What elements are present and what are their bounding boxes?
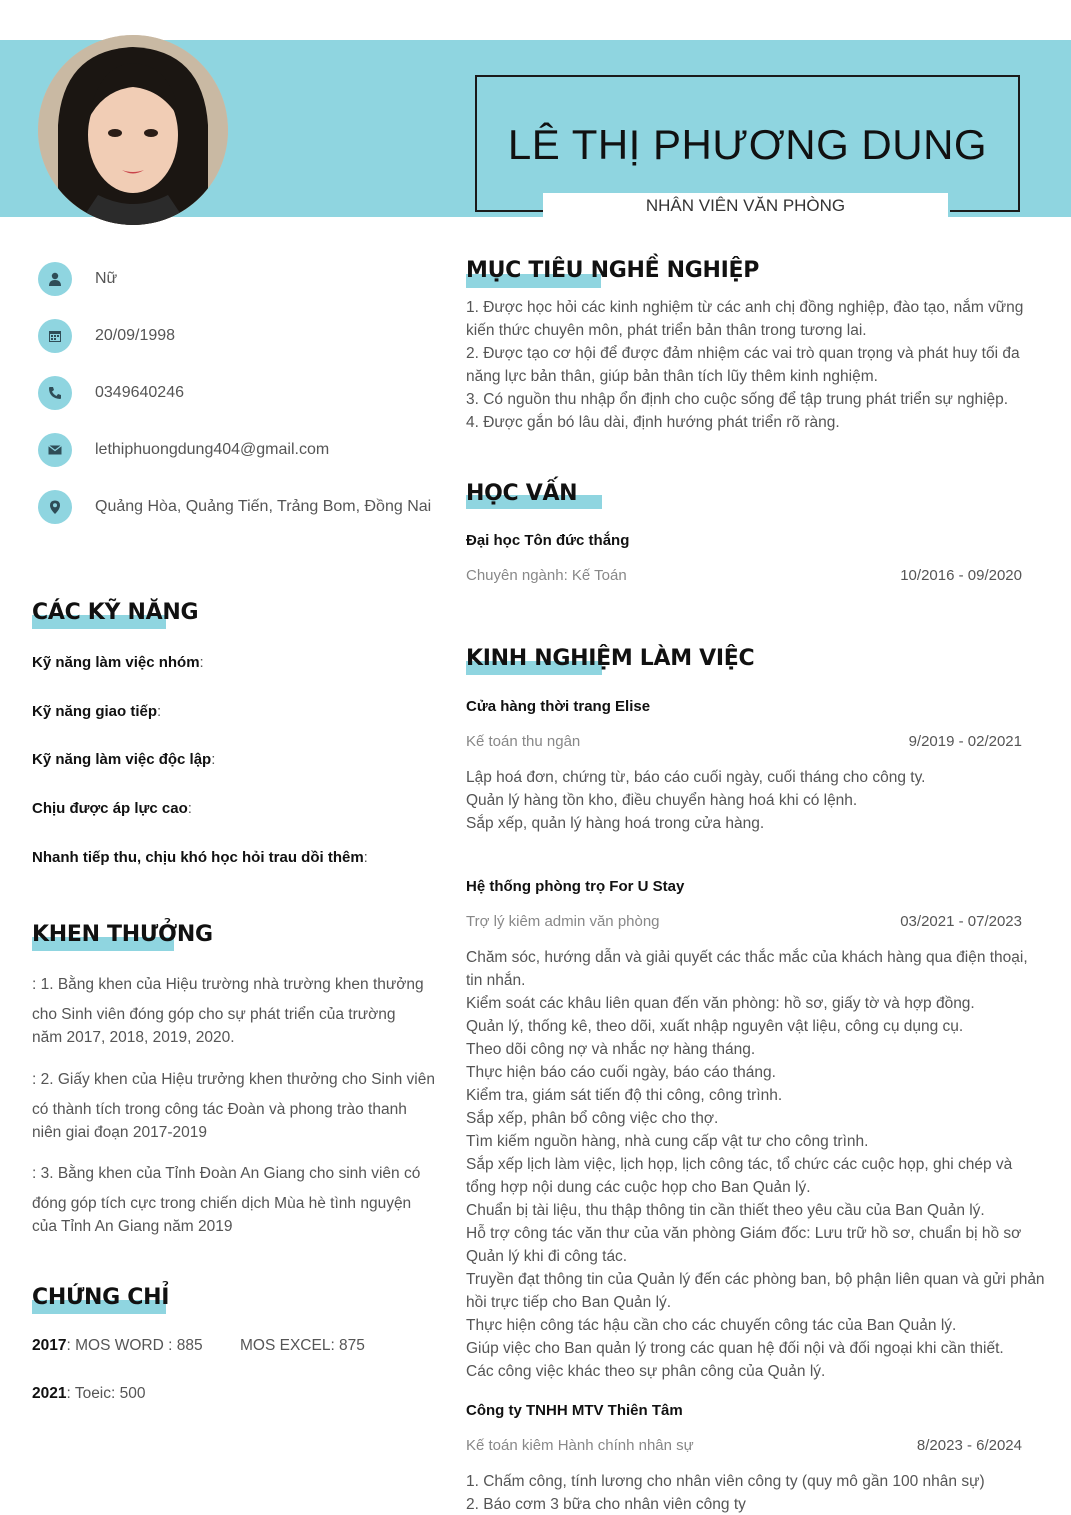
- education-period: 10/2016 - 09/2020: [900, 567, 1022, 584]
- major: Chuyên ngành: Kế Toán: [466, 567, 627, 584]
- job-period: 8/2023 - 6/2024: [916, 1437, 1022, 1454]
- skill-item: Kỹ năng làm việc độc lập:: [32, 751, 216, 768]
- phone-icon: [38, 376, 72, 410]
- position: Kế toán kiêm Hành chính nhân sự: [466, 1437, 694, 1454]
- contact-phone: [38, 376, 184, 410]
- experience-title: KINH NGHIỆM LÀM VIỆC: [466, 646, 755, 671]
- job-tasks: Chăm sóc, hướng dẫn và giải quyết các thắc mắc của khách hàng qua điện thoại, tin nhắn. Kiểm soát các khâu liên quan đến văn phòng: hồ sơ, giấy tờ và hợp đồng. Quản lý, thống kê, theo dõi, xuất nhập nguyên vật liệu, công cụ dụng cụ. Theo dõi công nợ và nhắc nợ hàng tháng. Thực hiện báo cáo cuối ngày, báo cáo tháng. Kiểm tra, giám sát tiến độ thi công, công trình. Sắp xếp, phân bổ công việc cho thợ. Tìm kiếm nguồn hàng, nhà cung cấp vật tư cho công trình. Sắp xếp lịch làm việc, lịch họp, lịch công tác, tổ chức các cuộc họp, ghi chép và tổng hợp nội dung các cuộc họp cho Ban Quản lý. Chuẩn bị tài liệu, thu thập thông tin cần thiết theo yêu cầu của Ban Quản lý. Hỗ trợ công tác văn thư của văn phòng Giám đốc: Lưu trữ hồ sơ, chuẩn bị hồ sơ Quản lý khi đi công tác. Truyền đạt thông tin của Quản lý đến các phòng ban, bộ phận liên quan và gửi phản hồi trực tiếp cho Ban Quản lý. Thực hiện công tác hậu cần cho các chuyến công tác của Ban Quản lý. Giúp việc cho Ban quản lý trong các quan hệ đối nội và đối ngoại khi cần thiết. Các công việc khác theo sự phân công của Quản lý.: [466, 949, 1045, 1380]
- contact-text: lethiphuongdung404@gmail.com: [95, 441, 330, 458]
- envelope-icon: [38, 433, 72, 467]
- award-item: : 3. Bằng khen của Tỉnh Đoàn An Giang cho sinh viên có đóng góp tích cực trong chiến dịch Mùa hè tình nguyện của Tỉnh An Giang năm 2019: [32, 1165, 421, 1235]
- job-period: 9/2019 - 02/2021: [908, 733, 1022, 750]
- contact-gender: [38, 262, 117, 296]
- skill-item: Chịu được áp lực cao:: [32, 800, 192, 817]
- position: Trợ lý kiêm admin văn phòng: [466, 913, 660, 930]
- objective-title: MỤC TIÊU NGHỀ NGHIỆP: [466, 258, 760, 283]
- location-pin-icon: [38, 490, 72, 524]
- skill-item: Kỹ năng giao tiếp:: [32, 703, 162, 720]
- contact-birthday: [38, 319, 175, 353]
- skill-item: Kỹ năng làm việc nhóm:: [32, 654, 204, 671]
- contact-text: Nữ: [95, 270, 118, 287]
- job-tasks: Lập hoá đơn, chứng từ, báo cáo cuối ngày, cuối tháng cho công ty. Quản lý hàng tồn kho, điều chuyển hàng hoá khi có lệnh. Sắp xếp, quản lý hàng hoá trong cửa hàng.: [466, 769, 926, 832]
- certificate-item: 2021: Toeic: 500: [32, 1385, 146, 1402]
- user-icon: [38, 262, 72, 296]
- job-tasks: 1. Chấm công, tính lương cho nhân viên công ty (quy mô gần 100 nhân sự) 2. Báo cơm 3 bữa cho nhân viên công ty: [466, 1473, 985, 1513]
- skills-title: CÁC KỸ NĂNG: [32, 600, 199, 625]
- company-name: Hệ thống phòng trọ For U Stay: [466, 878, 685, 895]
- contact-text: Quảng Hòa, Quảng Tiến, Trảng Bom, Đồng Nai: [95, 498, 432, 515]
- profile-photo-illustration: [38, 35, 228, 225]
- contact-text: 0349640246: [95, 384, 184, 401]
- certificates-title: CHỨNG CHỈ: [32, 1285, 170, 1310]
- award-item: : 1. Bằng khen của Hiệu trường nhà trường khen thưởng cho Sinh viên đóng góp cho sự phát triển của trường năm 2017, 2018, 2019, 2020.: [32, 976, 424, 1046]
- contact-email: [38, 433, 329, 467]
- job-title: NHÂN VIÊN VĂN PHÒNG: [645, 196, 846, 215]
- school-name: Đại học Tôn đức thắng: [466, 532, 630, 549]
- objective-text: 1. Được học hỏi các kinh nghiệm từ các anh chị đồng nghiệp, đào tạo, nắm vững kiến thức chuyên môn, phát triển bản thân trong tương lai. 2. Được tạo cơ hội để được đảm nhiệm các vai trò quan trọng và phát huy tối đa năng lực bản thân, giúp bản thân tích lũy thêm kinh nghiệm. 3. Có nguồn thu nhập ổn định cho cuộc sống để tập trung phát triển sự nghiệp. 4. Được gắn bó lâu dài, định hướng phát triển rõ ràng.: [466, 299, 1024, 431]
- education-title: HỌC VẤN: [466, 481, 578, 506]
- certificate-extra: MOS EXCEL: 875: [240, 1337, 365, 1354]
- skill-item: Nhanh tiếp thu, chịu khó học hỏi trau dồi thêm:: [32, 849, 368, 866]
- award-item: : 2. Giấy khen của Hiệu trưởng khen thưởng cho Sinh viên có thành tích trong công tác Đoàn và phong trào thanh niên giai đoạn 2017-2019: [32, 1071, 435, 1141]
- job-title-box: [543, 193, 948, 217]
- name-box: [475, 75, 1020, 212]
- contact-address: [38, 490, 431, 524]
- calendar-icon: [38, 319, 72, 353]
- job-period: 03/2021 - 07/2023: [900, 913, 1022, 930]
- company-name: Công ty TNHH MTV Thiên Tâm: [466, 1402, 683, 1419]
- position: Kế toán thu ngân: [466, 733, 581, 750]
- awards-title: KHEN THƯỞNG: [32, 922, 213, 947]
- contact-text: 20/09/1998: [95, 327, 176, 344]
- profile-photo: [38, 35, 228, 225]
- company-name: Cửa hàng thời trang Elise: [466, 698, 651, 715]
- certificate-item: 2017: MOS WORD : 885: [32, 1337, 203, 1354]
- full-name: LÊ THỊ PHƯƠNG DUNG: [507, 121, 988, 168]
